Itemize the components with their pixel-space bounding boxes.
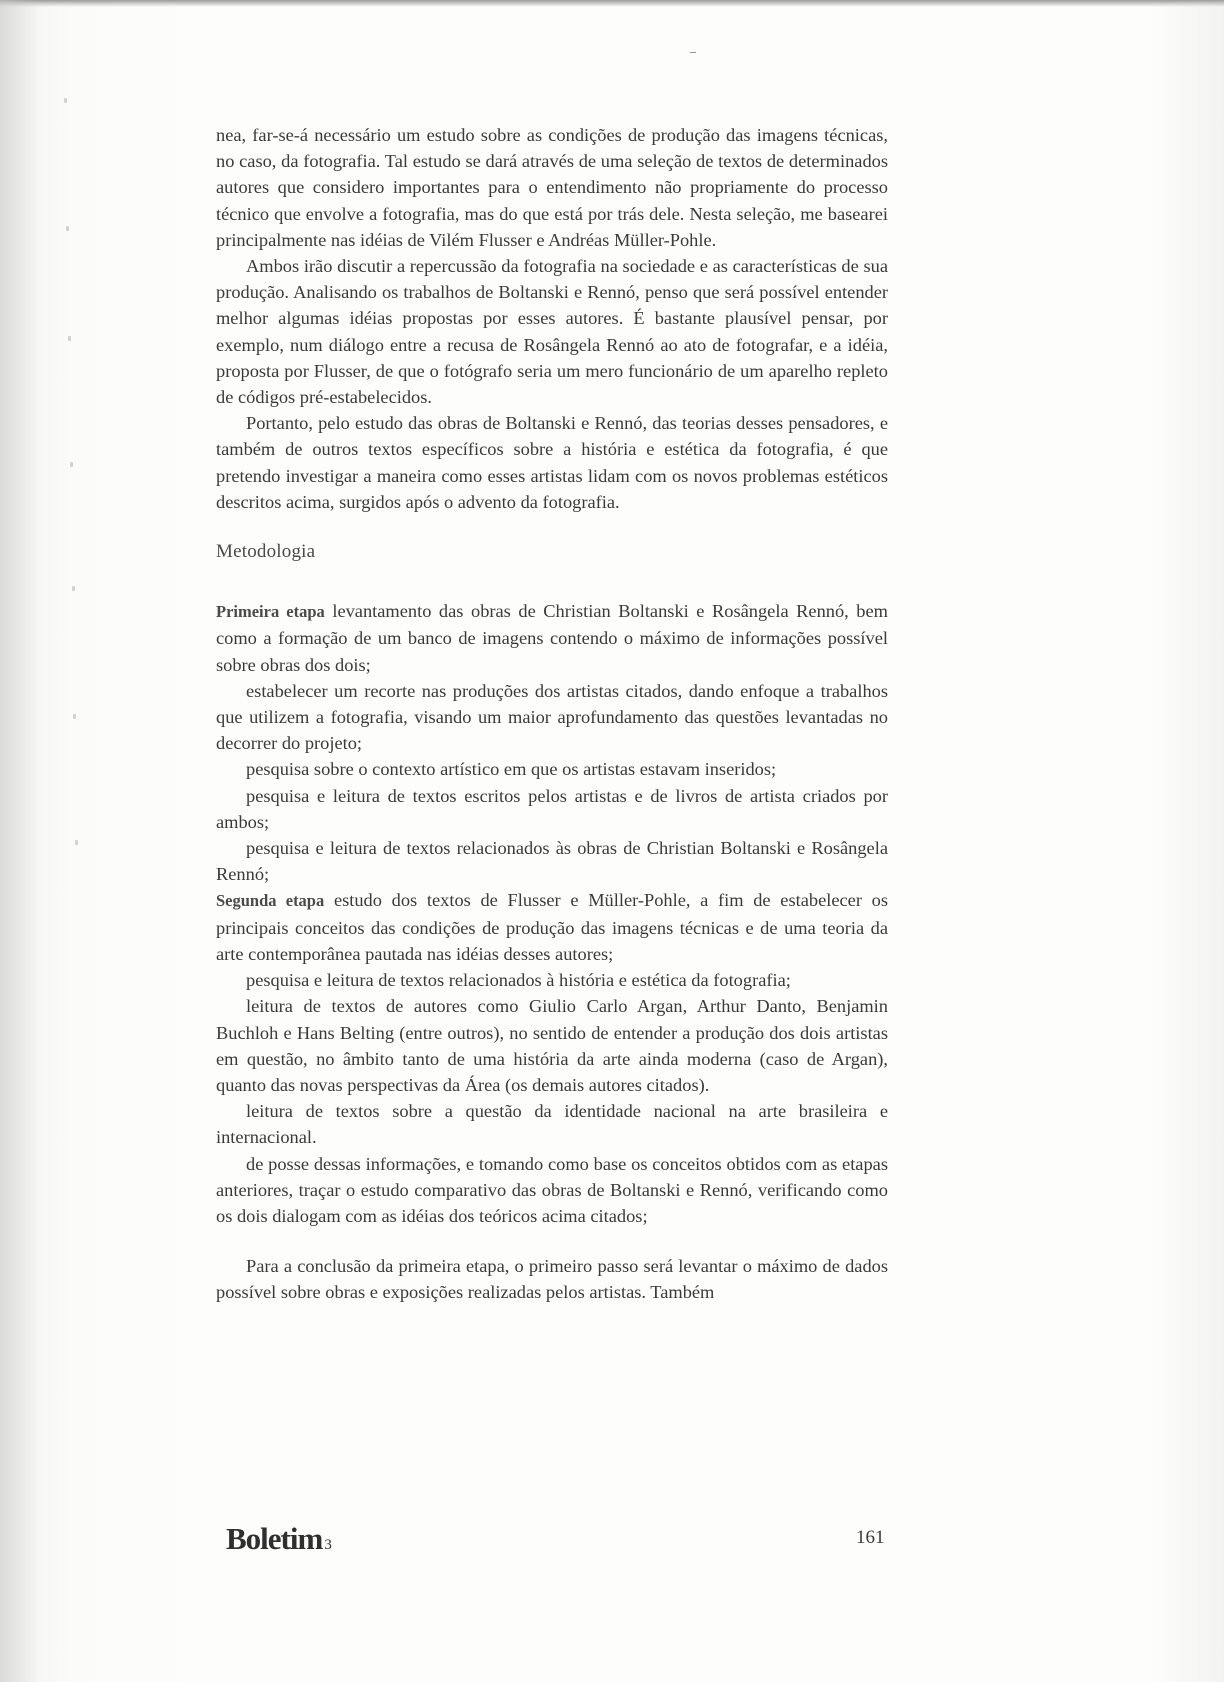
stage-2-label: Segunda etapa	[216, 891, 325, 911]
paragraph-conclusion: Para a conclusão da primeira etapa, o primeiro passo será levantar o máximo de dados possível sobre obras e exposições realizadas pelos artistas. Também	[216, 1256, 888, 1303]
journal-logo	[226, 1521, 332, 1557]
stage-2-text: estudo dos textos de Flusser e Müller-Pohle, a fim de estabelecer os principais conceitos das condições de produção das imagens técnicas e de uma teoria da arte contemporânea pautada nas idéias desses autores;	[216, 890, 888, 964]
page-number: 161	[856, 1527, 885, 1548]
stage-1-text: levantamento das obras de Christian Boltanski e Rosângela Rennó, bem como a formação de um banco de imagens contendo o máximo de informações possível sobre obras dos dois;	[216, 601, 888, 675]
stage-1-item: estabelecer um recorte nas produções dos artistas citados, dando enfoque a trabalhos que utilizem a fotografia, visando um maior aprofundamento das questões levantadas no decorrer do projeto;	[216, 680, 888, 754]
paragraph-purpose: Portanto, pelo estudo das obras de Boltanski e Rennó, das teorias desses pensadores, e também de outros textos específicos sobre a história e estética da fotografia, é que pretendo investigar a maneira como esses artistas lidam com os novos problemas estéticos descritos acima, surgidos após o advento da fotografia.	[216, 413, 888, 512]
stage-1-item: pesquisa e leitura de textos relacionados às obras de Christian Boltanski e Rosângela Rennó;	[216, 838, 888, 885]
journal-name: Boletim	[226, 1521, 323, 1556]
stage-1-item: pesquisa e leitura de textos escritos pelos artistas e de livros de artista criados por ambos;	[216, 785, 888, 832]
stage-2-item: de posse dessas informações, e tomando como base os conceitos obtidos com as etapas anteriores, traçar o estudo comparativo das obras de Boltanski e Rennó, verificando como os dois dialogam com as idéias dos teóricos acima citados;	[216, 1153, 888, 1226]
section-heading-methodology: Metodologia	[216, 541, 316, 563]
stage-2-item: pesquisa e leitura de textos relacionados à história e estética da fotografia;	[246, 970, 791, 991]
stage-2-item: leitura de textos sobre a questão da identidade nacional na arte brasileira e internacional.	[216, 1101, 888, 1148]
scan-top-edge	[0, 0, 1224, 7]
paragraph-intro: nea, far-se-á necessário um estudo sobre as condições de produção das imagens técnicas, no caso, da fotografia. Tal estudo se dará através de uma seleção de textos de determinados autores que considero importantes para o entendimento não propriamente do processo técnico que envolve a fotografia, mas do que está por trás dele. Nesta seleção, me basearei principalmente nas idéias de Vilém Flusser e Andréas Müller-Pohle.	[216, 125, 888, 250]
body-text	[216, 122, 888, 1306]
stage-1-paragraph	[216, 598, 888, 678]
scan-mark	[690, 52, 696, 53]
scan-left-shadow	[0, 0, 40, 1682]
stage-2-paragraph	[216, 887, 888, 967]
stage-2-item: leitura de textos de autores como Giulio Carlo Argan, Arthur Danto, Benjamin Buchloh e Hans Belting (entre outros), no sentido de entender a produção dos dois artistas em questão, no âmbito tanto de uma história da arte ainda moderna (caso de Argan), quanto das novas perspectivas da Área (os demais autores citados).	[216, 996, 888, 1095]
paragraph-authors: Ambos irão discutir a repercussão da fotografia na sociedade e as características de sua produção. Analisando os trabalhos de Boltanski e Rennó, penso que será possível entender melhor algumas idéias propostas por esses autores. É bastante plausível pensar, por exemplo, num diálogo entre a recusa de Rosângela Rennó ao ato de fotografar, e a idéia, proposta por Flusser, de que o fotógrafo seria um mero funcionário de um aparelho repleto de códigos pré-estabelecidos.	[216, 256, 888, 408]
journal-issue: 3	[324, 1537, 332, 1553]
stage-1-label: Primeira etapa	[216, 602, 325, 622]
stage-1-item: pesquisa sobre o contexto artístico em que os artistas estavam inseridos;	[246, 759, 777, 780]
